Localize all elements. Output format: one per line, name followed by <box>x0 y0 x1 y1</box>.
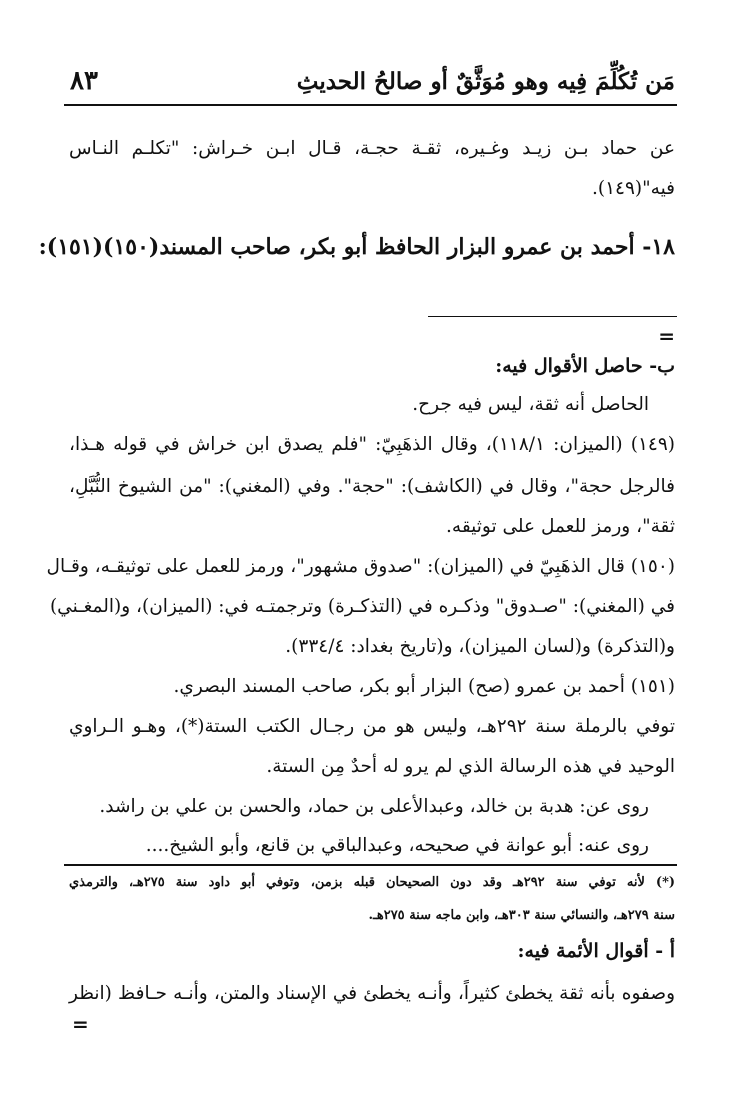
section-a-text: وصفوه بأنه ثقة يخطئ كثيراً، وأنـه يخطئ في الإسناد والمتن، وأنـه حـافظ (انظر <box>69 983 675 1004</box>
footnote-separator-rule <box>428 316 677 317</box>
subnote-star-line-1: (*) لأنه توفي سنة ٢٩٢هـ وقد دون الصحيحان قبله بزمن، وتوفي أبو داود سنة ٢٧٥هـ، والترمذي <box>69 875 676 890</box>
running-title: مَن تُكُلِّمَ فِيه وهو مُوَثَّقٌ أو صالحُ الحديثِ <box>296 68 675 95</box>
entry-17-line-2: فيه"(١٤٩). <box>592 178 675 199</box>
note-151-line-3: الوحيد في هذه الرسالة الذي لم يرو له أحدٌ مِن الستة. <box>266 756 675 777</box>
note-150-line-1: (١٥٠) قال الذهَبِيّ في (الميزان): "صدوق مشهور"، ورمز للعمل على توثيقـه، وقـال <box>46 556 675 577</box>
note-150-line-2: في (المغني): "صـدوق" وذكـره في (التذكـرة) وترجمتـه في: (الميزان)، و(المغـني) <box>49 596 675 617</box>
section-b-text: الحاصل أنه ثقة، ليس فيه جرح. <box>412 394 649 415</box>
note-151-line-2: توفي بالرملة سنة ٢٩٢هـ، وليس هو من رجـال الكتب الستة(*)، وهـو الـراوي <box>69 716 675 737</box>
note-149-line-1: (١٤٩) (الميزان: ١١٨/١)، وقال الذهَبِيّ: "فلم يصدق ابن خراش في قوله هـذا، <box>69 434 675 455</box>
entry-18-heading: ١٨- أحمد بن عمرو البزار الحافظ أبو بكر، صاحب المسند(١٥٠)(١٥١): <box>38 234 675 260</box>
subnote-star-line-2: سنة ٢٧٩هـ، والنسائي سنة ٣٠٣هـ، وابن ماجه سنة ٢٧٥هـ. <box>368 908 675 923</box>
entry-17-line-1: عن حماد بـن زيـد وغـيره، ثقـة حجـة، قـال ابـن خـراش: "تكلـم النـاس <box>69 138 675 159</box>
continuation-mark-bottom: = <box>72 1012 89 1036</box>
note-149-line-2: فالرجل حجة"، وقال في (الكاشف): "حجة". وفي (المغني): "من الشيوخ النُّبَّلِ، <box>69 476 675 497</box>
page-number: ٨٣ <box>70 66 98 96</box>
note-151-line-1: (١٥١) أحمد بن عمرو (صح) البزار أبو بكر، صاحب المسند البصري. <box>173 676 675 697</box>
continuation-mark-top: = <box>658 324 675 348</box>
note-151-line-4: روى عن: هدبة بن خالد، وعبدالأعلى بن حماد، والحسن بن علي بن راشد. <box>99 796 649 817</box>
note-149-line-3: ثقة"، ورمز للعمل على توثيقه. <box>446 516 675 537</box>
note-151-line-5: روى عنه: أبو عوانة في صحيحه، وعبدالباقي بن قانع، وأبو الشيخ.... <box>145 835 649 856</box>
subnote-rule <box>64 864 677 866</box>
header-rule <box>64 104 677 106</box>
section-a-heading: أ - أقوال الأئمة فيه: <box>517 940 675 962</box>
section-b-heading: ب- حاصل الأقوال فيه: <box>495 355 675 377</box>
note-150-line-3: و(التذكرة) و(لسان الميزان)، و(تاريخ بغداد: ٣٣٤/٤). <box>285 636 675 657</box>
